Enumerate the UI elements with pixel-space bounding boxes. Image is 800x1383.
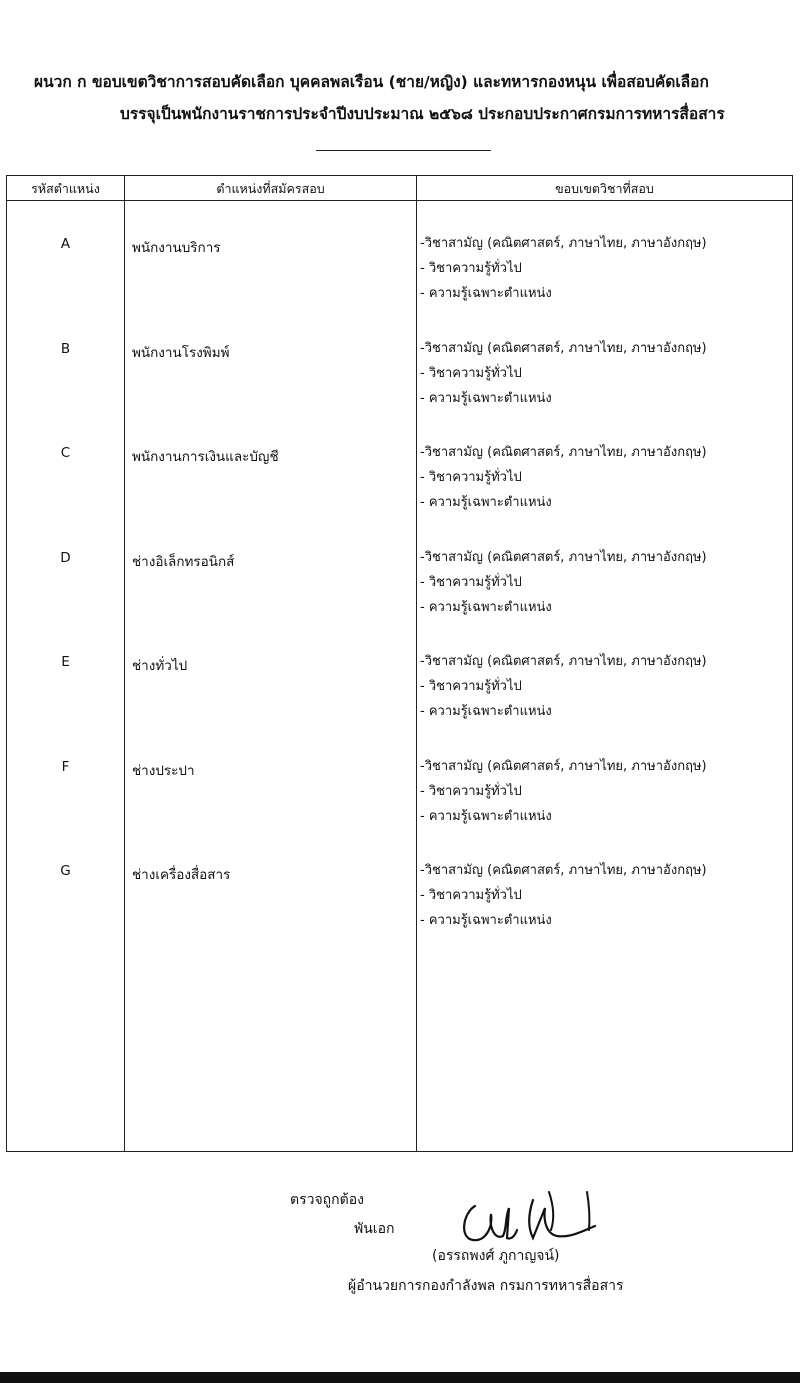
position-name: พนักงานโรงพิมพ์ [132,344,230,361]
exam-subjects [420,440,707,515]
page-bottom-edge [0,1372,800,1383]
position-code: F [61,758,70,775]
position-name: พนักงานบริการ [132,240,221,256]
exam-subject-item: - วิชาความรู้ทั่วไป [420,365,522,381]
exam-subjects [420,754,707,829]
exam-subject-item: -วิชาสามัญ (คณิตศาสตร์, ภาษาไทย, ภาษาอังกฤษ) [420,654,707,669]
exam-scope-table [6,175,793,1152]
table-row [7,863,792,967]
position-code: B [60,340,71,357]
exam-subject-item: - วิชาความรู้ทั่วไป [420,679,522,694]
exam-subject-item: - วิชาความรู้ทั่วไป [420,574,522,590]
position-name: ช่างประปา [132,762,195,779]
exam-subject-item: -วิชาสามัญ (คณิตศาสตร์, ภาษาไทย, ภาษาอังกฤษ) [420,758,707,774]
table-row [7,341,792,445]
header-position-code: รหัสตำแหน่ง [31,181,100,196]
table-row [7,654,792,758]
exam-subject-item: -วิชาสามัญ (คณิตศาสตร์, ภาษาไทย, ภาษาอังกฤษ) [420,549,707,565]
exam-subjects [420,231,707,306]
position-name: ช่างเครื่องสื่อสาร [132,867,231,883]
position-name: ช่างอิเล็กทรอนิกส์ [132,553,235,570]
table-row [7,759,792,863]
exam-subjects [420,649,707,724]
position-code: D [60,549,71,566]
exam-subjects [420,336,707,411]
exam-subject-item: - ความรู้เฉพาะตำแหน่ง [420,286,552,301]
exam-subject-item: - วิชาความรู้ทั่วไป [420,783,522,799]
header-divider [7,200,792,201]
exam-subject-item: -วิชาสามัญ (คณิตศาสตร์, ภาษาไทย, ภาษาอังกฤษ) [420,340,707,356]
document-title-line-2: บรรจุเป็นพนักงานราชการประจำปีงบประมาณ ๒๕๖๘ ประกอบประกาศกรมการทหารสื่อสาร [120,105,725,123]
exam-subject-item: - ความรู้เฉพาะตำแหน่ง [420,495,552,510]
position-code: E [61,654,70,670]
exam-subject-item: - ความรู้เฉพาะตำแหน่ง [420,390,552,406]
table-row [7,445,792,549]
exam-subject-item: -วิชาสามัญ (คณิตศาสตร์, ภาษาไทย, ภาษาอังกฤษ) [420,236,707,251]
header-position-name: ตำแหน่งที่สมัครสอบ [216,181,325,196]
document-title-line-1: ผนวก ก ขอบเขตวิชาการสอบคัดเลือก บุคคลพลเรือน (ชาย/หญิง) และทหารกองหนุน เพื่อสอบคัดเลือก [34,73,709,91]
verified-label: ตรวจถูกต้อง [290,1192,364,1208]
exam-subject-item: - ความรู้เฉพาะตำแหน่ง [420,913,552,928]
position-code: A [60,236,71,252]
position-code: C [60,445,71,461]
position-code: G [60,863,71,879]
exam-subjects [420,545,707,620]
exam-subject-item: - ความรู้เฉพาะตำแหน่ง [420,704,552,719]
title-underline [316,150,491,151]
table-row [7,550,792,654]
exam-subject-item: -วิชาสามัญ (คณิตศาสตร์, ภาษาไทย, ภาษาอังกฤษ) [420,863,707,878]
signer-title: ผู้อำนวยการกองกำลังพล กรมการทหารสื่อสาร [348,1278,624,1294]
exam-subject-item: - วิชาความรู้ทั่วไป [420,888,522,903]
table-row [7,236,792,340]
exam-subject-item: - วิชาความรู้ทั่วไป [420,261,522,276]
exam-subject-item: - วิชาความรู้ทั่วไป [420,470,522,485]
header-exam-scope: ขอบเขตวิชาที่สอบ [555,181,654,196]
position-name: พนักงานการเงินและบัญชี [132,449,279,465]
position-name: ช่างทั่วไป [132,658,188,674]
signer-rank: พันเอก [354,1221,395,1237]
exam-subject-item: -วิชาสามัญ (คณิตศาสตร์, ภาษาไทย, ภาษาอังกฤษ) [420,445,707,460]
exam-subjects [420,858,707,933]
exam-subject-item: - ความรู้เฉพาะตำแหน่ง [420,599,552,615]
signer-name: (อรรถพงศ์ ภูกาญจน์) [432,1248,560,1264]
exam-subject-item: - ความรู้เฉพาะตำแหน่ง [420,808,552,824]
